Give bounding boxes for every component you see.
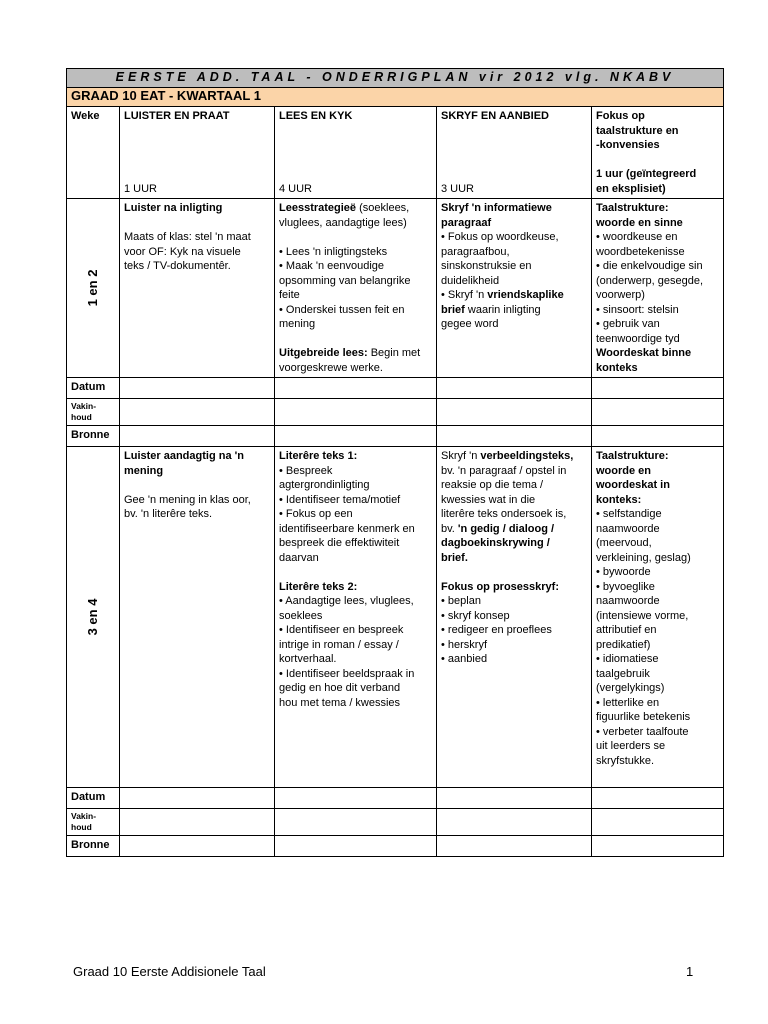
week1-bronne-label: Bronne: [67, 426, 120, 447]
spacer: [124, 216, 270, 231]
week1-vakinhoud-cell: [592, 399, 724, 426]
week3-lees1-b2: • Identifiseer tema/motief: [279, 493, 401, 506]
week1-skryf-b1: • Fokus op woordkeuse,: [441, 231, 559, 243]
week3-fokus-b4-l2: taalgebruik: [596, 667, 650, 680]
week1-skryf-b2-bold: vriendskaplike: [487, 289, 564, 301]
week-1-2-fokus: [592, 199, 724, 378]
week3-lees2-b2: • Identifiseer en bespreek: [279, 624, 404, 636]
week1-fokus-b3: • sinsoort: stelsin: [596, 303, 679, 316]
grade-heading: GRAAD 10 EAT - KWARTAAL 1: [67, 88, 724, 107]
week3-skryf-line1: [441, 449, 587, 464]
week-1-2-luister: [120, 199, 275, 378]
week1-bronne-cell: [592, 426, 724, 447]
week3-vakinhoud-cell: [120, 809, 275, 836]
week3-proses-b5: • aanbied: [441, 653, 488, 665]
week3-lees1-b1: • Bespreek: [279, 464, 333, 477]
spacer: [279, 565, 432, 580]
week3-luister-l1: Gee 'n mening in klas oor,: [124, 493, 251, 506]
week1-fokus-b2: • die enkelvoudige sin: [596, 260, 703, 272]
week1-skryf-b2-pre: • Skryf 'n: [441, 289, 488, 301]
week1-skryf-b1-l3: sinskonstruksie en: [441, 260, 532, 272]
week-3-4-luister: [120, 447, 275, 788]
week1-luister-l1: Maats of klas: stel 'n maat: [124, 231, 251, 243]
week3-lees2-b1-l2: soeklees: [279, 609, 323, 622]
grade-row: [67, 88, 724, 107]
week1-vakinhoud-cell: [437, 399, 592, 426]
week1-skryf-b2-bold2: brief: [441, 303, 465, 316]
week3-skryf-l8: brief.: [441, 551, 468, 564]
week1-datum-cell: [120, 378, 275, 399]
week3-datum-label: Datum: [67, 788, 120, 809]
week1-bronne-cell: [275, 426, 437, 447]
week3-lees1-b1-l2: agtergrondinligting: [279, 479, 370, 491]
week3-fokus-b6-l3: skryfstukke.: [596, 754, 655, 767]
week1-vakinhoud-row: [67, 399, 724, 426]
week3-datum-cell: [437, 788, 592, 809]
week1-datum-cell: [437, 378, 592, 399]
week3-fokus-b3: • byvoeglike: [596, 580, 655, 593]
week1-skryf-b2-line2: [441, 303, 587, 318]
week3-proses-b3: • redigeer en proeflees: [441, 624, 552, 636]
week1-fokus-title-l1: Taalstrukture:: [596, 202, 669, 214]
week3-skryf-pre: Skryf 'n: [441, 450, 481, 462]
week3-lees2-title: Literêre teks 2:: [279, 580, 358, 593]
week3-fokus-title-l4: konteks:: [596, 493, 642, 506]
week1-lees-ext-l2: voorgeskrewe werke.: [279, 361, 383, 374]
week3-fokus-title-l1: Taalstrukture:: [596, 450, 669, 462]
week3-fokus-b1-l4: verkleining, geslag): [596, 551, 691, 564]
week-1-2-skryf: [437, 199, 592, 378]
week-3-4-lees: [275, 447, 437, 788]
week1-bronne-cell: [120, 426, 275, 447]
week3-lees2-b3-l3: hou met tema / kwessies: [279, 696, 401, 709]
week3-skryf-l5: literêre teks ondersoek is,: [441, 508, 567, 520]
week1-vakinhoud-label: [67, 399, 120, 426]
week1-lees-ext-bold: Uitgebreide lees:: [279, 347, 368, 359]
header-fokus-hours-l1: 1 uur (geïntegreerd: [596, 168, 697, 180]
week3-lees2-b2-l2: intrige in roman / essay /: [279, 638, 399, 651]
spacer: [279, 332, 432, 347]
week1-vakinhoud-cell: [275, 399, 437, 426]
week1-lees-b2-l3: feite: [279, 289, 300, 301]
week3-lees1-b3-l3: bespreek die effektiwiteit: [279, 537, 400, 549]
spacer: [124, 478, 270, 493]
week3-datum-row: [67, 788, 724, 809]
week3-fokus-b4: • idiomatiese: [596, 653, 659, 665]
week1-fokus-b2-l2: (onderwerp, gesegde,: [596, 274, 704, 287]
week3-fokus-b4-l3: (vergelykings): [596, 682, 665, 694]
document-title: EERSTE ADD. TAAL - ONDERRIGPLAN vir 2012 vlg. NKABV: [67, 69, 724, 88]
week3-fokus-b1-l2: naamwoorde: [596, 522, 660, 535]
vakinhoud-l2: houd: [71, 412, 92, 422]
week1-lees-b3-l2: mening: [279, 318, 316, 330]
week1-fokus-b4-l2: teenwoordige tyd: [596, 332, 680, 345]
vakinhoud-l1: Vakin-: [71, 811, 97, 821]
header-luister-label: LUISTER EN PRAAT: [124, 110, 230, 122]
week1-lees-l1: vluglees, aandagtige lees): [279, 216, 407, 229]
week3-fokus-b1: • selfstandige: [596, 508, 662, 520]
title-row: [67, 69, 724, 88]
week3-skryf-l3: reaksie op die tema /: [441, 479, 544, 491]
week3-bronne-cell: [437, 836, 592, 857]
week3-proses-title: Fokus op prosesskryf:: [441, 580, 559, 593]
week3-skryf-l2: bv. 'n paragraaf / opstel in: [441, 464, 567, 477]
week1-lees-ext-line: [279, 346, 432, 361]
header-row: [67, 107, 724, 199]
week3-skryf-l4: kwessies wat in die: [441, 493, 536, 506]
spacer: [596, 153, 719, 168]
week3-bronne-cell: [275, 836, 437, 857]
week1-fokus-end-l1: Woordeskat binne: [596, 347, 692, 359]
week3-bronne-cell: [592, 836, 724, 857]
week1-bronne-cell: [437, 426, 592, 447]
week3-datum-cell: [275, 788, 437, 809]
week1-vakinhoud-cell: [120, 399, 275, 426]
week3-luister-title-l1: Luister aandagtig na 'n: [124, 450, 244, 462]
week3-skryf-l7: dagboekinskrywing /: [441, 537, 550, 549]
week1-fokus-b1-l2: woordbetekenisse: [596, 245, 685, 258]
week1-lees-b2-l1: • Maak 'n eenvoudige: [279, 260, 385, 272]
week3-fokus-title-l2: woorde en: [596, 464, 652, 477]
week3-luister-title-l2: mening: [124, 464, 164, 477]
week1-luister-l3: teks / TV-dokumentêr.: [124, 260, 231, 272]
week3-bronne-cell: [120, 836, 275, 857]
week3-fokus-b3-l4: attributief en: [596, 624, 657, 636]
week3-fokus-b3-l3: (intensiewe vorme,: [596, 609, 689, 622]
week-3-4-label-cell: [67, 447, 120, 788]
week3-vakinhoud-cell: [437, 809, 592, 836]
week1-lees-title-rest: (soeklees,: [356, 202, 410, 214]
week3-vakinhoud-label: [67, 809, 120, 836]
week3-lees2-b3: • Identifiseer beeldspraak in: [279, 667, 415, 680]
week3-lees2-b3-l2: gedig en hoe dit verband: [279, 682, 401, 694]
week1-skryf-title-l2: paragraaf: [441, 216, 492, 229]
header-fokus-l3: -konvensies: [596, 139, 660, 151]
header-fokus-l2: taalstrukture en: [596, 124, 679, 137]
spacer: [279, 230, 432, 245]
header-fokus-l1: Fokus op: [596, 110, 645, 122]
week3-fokus-b5-l2: figuurlike betekenis: [596, 711, 691, 723]
week3-skryf-bold: verbeeldingsteks,: [480, 450, 574, 462]
week1-fokus-title-l2: woorde en sinne: [596, 216, 683, 229]
week-1-2-row: [67, 199, 724, 378]
week3-vakinhoud-cell: [592, 809, 724, 836]
header-luister: [120, 107, 275, 199]
week-1-2-label: 1 en 2: [84, 269, 100, 307]
spacer: [441, 565, 587, 580]
week3-bronne-row: [67, 836, 724, 857]
week3-datum-cell: [120, 788, 275, 809]
week1-lees-title: Leesstrategieë: [279, 202, 357, 214]
week-1-2-lees: [275, 199, 437, 378]
week-3-4-label: 3 en 4: [84, 598, 100, 636]
week3-fokus-b3-l2: naamwoorde: [596, 595, 660, 607]
plan-page: [66, 68, 723, 857]
footer-title: Graad 10 Eerste Addisionele Taal: [73, 964, 266, 979]
week3-fokus-b5: • letterlike en: [596, 696, 660, 709]
week3-skryf-line6: [441, 522, 587, 537]
week3-proses-b1: • beplan: [441, 595, 481, 607]
week1-skryf-title-l1: Skryf 'n informatiewe: [441, 202, 552, 214]
week3-fokus-b6-l2: uit leerders se: [596, 740, 666, 752]
week1-skryf-b2-line: [441, 288, 587, 303]
header-weke-label: Weke: [71, 110, 100, 122]
week1-skryf-b2-l3: gegee word: [441, 318, 499, 330]
week3-skryf-l6-pre: bv.: [441, 522, 458, 535]
week1-datum-label: Datum: [67, 378, 120, 399]
week3-fokus-title-l3: woordeskat in: [596, 479, 670, 491]
week3-proses-b4: • herskryf: [441, 638, 488, 651]
week1-skryf-b1-l2: paragraafbou,: [441, 245, 510, 258]
header-skryf: [437, 107, 592, 199]
week3-lees1-b3-l4: daarvan: [279, 551, 319, 564]
week1-lees-title-line: [279, 201, 432, 216]
week-3-4-row: [67, 447, 724, 788]
week3-fokus-b1-l3: (meervoud,: [596, 537, 652, 549]
week1-luister-l2: voor OF: Kyk na visuele: [124, 245, 241, 258]
week3-fokus-b6: • verbeter taalfoute: [596, 725, 689, 738]
header-luister-hours: 1 UUR: [124, 182, 158, 195]
week1-bronne-row: [67, 426, 724, 447]
week3-lees1-b3: • Fokus op een: [279, 508, 353, 520]
header-weke: [67, 107, 120, 199]
header-fokus-hours-l2: en eksplisiet): [596, 182, 666, 195]
week-1-2-label-cell: [67, 199, 120, 378]
week3-proses-b2: • skryf konsep: [441, 609, 510, 622]
week-3-4-skryf: [437, 447, 592, 788]
week1-datum-cell: [275, 378, 437, 399]
page-number: 1: [686, 964, 694, 979]
header-skryf-label: SKRYF EN AANBIED: [441, 110, 549, 122]
week3-bronne-label: Bronne: [67, 836, 120, 857]
week3-luister-l2: bv. 'n literêre teks.: [124, 508, 213, 520]
header-lees-hours: 4 UUR: [279, 182, 313, 195]
teaching-plan-table: [66, 68, 724, 857]
week3-lees1-b3-l2: identifiseerbare kenmerk en: [279, 522, 415, 535]
week3-lees2-b2-l3: kortverhaal.: [279, 653, 337, 665]
week1-fokus-b2-l3: voorwerp): [596, 289, 645, 301]
week1-luister-title: Luister na inligting: [124, 202, 223, 214]
vakinhoud-l1: Vakin-: [71, 401, 97, 411]
week3-fokus-b3-l5: predikatief): [596, 638, 651, 651]
week1-datum-cell: [592, 378, 724, 399]
week1-lees-ext-rest: Begin met: [367, 347, 421, 359]
week3-datum-cell: [592, 788, 724, 809]
week1-skryf-b2-rest: waarin inligting: [464, 303, 541, 316]
header-fokus: [592, 107, 724, 199]
week1-lees-b1: • Lees 'n inligtingsteks: [279, 245, 388, 258]
week1-skryf-b1-l4: duidelikheid: [441, 274, 500, 287]
week3-lees1-title: Literêre teks 1:: [279, 450, 358, 462]
week1-fokus-b1: • woordkeuse en: [596, 231, 678, 243]
week1-lees-b2-l2: opsomming van belangrike: [279, 274, 411, 287]
week-3-4-fokus: [592, 447, 724, 788]
week1-lees-b3-l1: • Onderskei tussen feit en: [279, 303, 405, 316]
week1-fokus-end-l2: konteks: [596, 361, 638, 374]
week3-skryf-l6-bold: 'n gedig / dialoog /: [457, 522, 555, 535]
week1-fokus-b4: • gebruik van: [596, 318, 660, 330]
week3-fokus-b2: • bywoorde: [596, 566, 651, 578]
header-lees: [275, 107, 437, 199]
header-skryf-hours: 3 UUR: [441, 182, 475, 195]
header-lees-label: LEES EN KYK: [279, 110, 353, 122]
vakinhoud-l2: houd: [71, 822, 92, 832]
week3-vakinhoud-cell: [275, 809, 437, 836]
week3-lees2-b1: • Aandagtige lees, vluglees,: [279, 595, 414, 607]
week1-datum-row: [67, 378, 724, 399]
week3-vakinhoud-row: [67, 809, 724, 836]
